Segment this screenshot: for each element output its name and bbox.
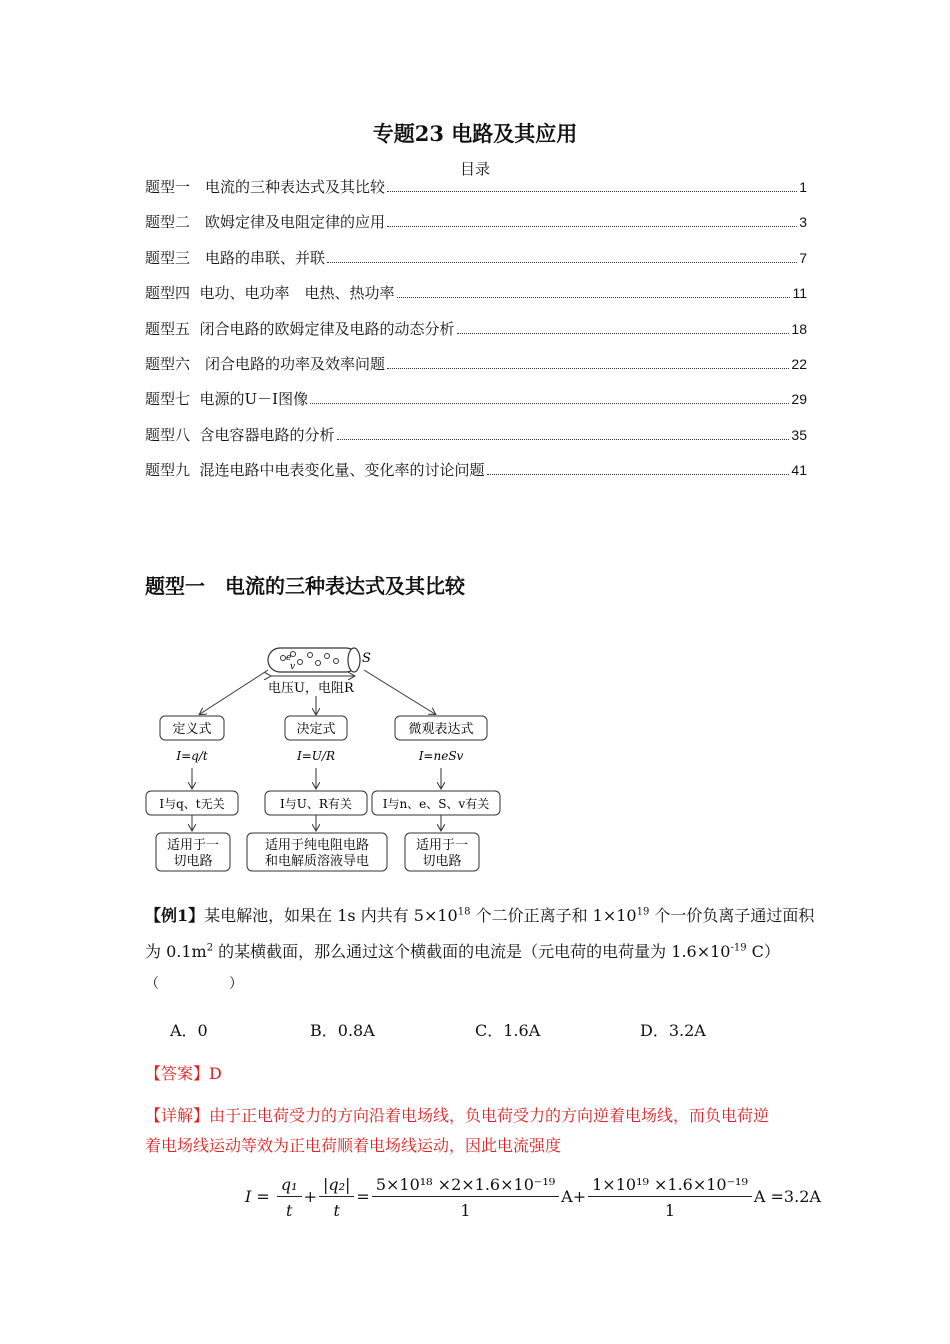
svg-text:e: e (286, 653, 292, 663)
example-line1 (145, 906, 814, 925)
toc-leader (397, 296, 791, 298)
fraction-q2 (319, 1175, 354, 1220)
choice-a[interactable]: A．0 (170, 1021, 208, 1040)
answer-line (145, 1064, 222, 1083)
formula-lhs: I = (245, 1187, 270, 1206)
example-text: 个一价负离子通过面积 (649, 906, 815, 925)
table-of-contents (145, 176, 807, 495)
fraction-q1 (277, 1175, 302, 1220)
toc-entry-page: 22 (791, 355, 807, 372)
fraction-numerator: |q₂| (319, 1175, 354, 1197)
example-text: 某电解池，如果在 1s 内共有 5×10 (204, 906, 458, 925)
applicability-microscopic-line1: 适用于一 (415, 838, 469, 853)
exponent: -19 (730, 942, 747, 954)
toc-entry[interactable] (145, 424, 807, 459)
example-text: 为 0.1m (145, 942, 207, 961)
toc-entry-label: 题型七 电源的U－I图像 (145, 390, 309, 409)
exponent: 19 (636, 906, 650, 918)
toc-entry[interactable] (145, 282, 807, 317)
explanation-label: 【详解】 (145, 1106, 210, 1125)
toc-entry-page: 18 (791, 320, 807, 337)
formula-definition: I=q/t (176, 749, 208, 763)
toc-entry[interactable] (145, 247, 807, 282)
toc-entry-page: 29 (791, 391, 807, 408)
toc-entry[interactable] (145, 459, 807, 494)
toc-leader (387, 190, 797, 192)
current-formula (245, 1175, 821, 1220)
explanation-line1 (145, 1106, 769, 1125)
svg-text:v: v (290, 662, 296, 672)
toc-leader (387, 367, 789, 369)
fraction-denominator: 1 (460, 1201, 471, 1220)
toc-entry[interactable] (145, 318, 807, 353)
choice-d[interactable]: D．3.2A (640, 1021, 706, 1040)
toc-entry-label: 题型三 电路的串联、并联 (145, 248, 326, 267)
formula-microscopic: I=neSv (418, 749, 464, 763)
applicability-determining-line1: 适用于纯电阻电路 (264, 838, 370, 853)
fraction-denominator: t (286, 1201, 293, 1220)
relation-definition: I与q、t无关 (159, 797, 225, 811)
toc-entry-page: 11 (792, 285, 807, 302)
toc-leader (310, 402, 789, 404)
toc-leader (337, 438, 790, 440)
toc-entry[interactable] (145, 211, 807, 246)
box-determining: 决定式 (296, 722, 336, 737)
toc-entry[interactable] (145, 388, 807, 423)
example-line2 (145, 942, 780, 961)
toc-leader (327, 261, 797, 263)
applicability-microscopic-line2: 切电路 (422, 854, 462, 869)
toc-entry-label: 题型八 含电容器电路的分析 (145, 425, 335, 444)
fraction-negative (588, 1175, 752, 1220)
explanation-line2: 着电场线运动等效为正电荷顺着电场线运动，因此电流强度 (145, 1136, 562, 1155)
wire-label: 电压U，电阻R (268, 681, 354, 696)
toc-heading: 目录 (459, 160, 490, 178)
toc-entry-label: 题型五 闭合电路的欧姆定律及电路的动态分析 (145, 319, 455, 338)
plus-sign: + (303, 1187, 317, 1206)
toc-entry-label: 题型二 欧姆定律及电阻定律的应用 (145, 213, 386, 232)
example-text: 的某横截面，那么通过这个横截面的电流是（元电荷的电荷量为 1.6×10 (213, 942, 731, 961)
answer-blank: （ ） (145, 976, 243, 992)
applicability-definition-line2: 切电路 (173, 854, 213, 869)
explanation-text: 由于正电荷受力的方向沿着电场线，负电荷受力的方向逆着电场线，而负电荷逆 (209, 1106, 770, 1125)
page-title: 专题23 电路及其应用 (372, 121, 578, 146)
relation-determining: I与U、R有关 (280, 797, 352, 811)
toc-entry-page: 7 (799, 249, 807, 266)
applicability-determining-line2: 和电解质溶液导电 (264, 854, 370, 869)
formula-determining: I=U/R (297, 749, 335, 763)
toc-leader (457, 332, 790, 334)
toc-entry-page: 41 (791, 462, 807, 479)
exponent: 18 (457, 906, 471, 918)
toc-leader (387, 225, 797, 227)
fraction-denominator: 1 (664, 1201, 676, 1220)
relation-microscopic: I与n、e、S、v有关 (382, 797, 490, 811)
toc-entry-label: 题型九 混连电路中电表变化量、变化率的讨论问题 (145, 461, 485, 480)
cross-section-label: S (362, 651, 371, 666)
toc-entry-page: 35 (791, 426, 807, 443)
unit-plus: A+ (561, 1187, 587, 1206)
box-microscopic: 微观表达式 (408, 722, 474, 737)
choice-c[interactable]: C．1.6A (475, 1021, 541, 1040)
example-tag: 【例1】 (145, 906, 205, 925)
answer-value: D (209, 1064, 222, 1083)
applicability-definition-line1: 适用于一 (166, 838, 220, 853)
toc-leader (487, 473, 790, 475)
example-text: 个二价正离子和 1×10 (470, 906, 637, 925)
conductor-cylinder-icon (268, 648, 360, 672)
section-title: 题型一 电流的三种表达式及其比较 (145, 574, 465, 598)
answer-label: 【答案】 (145, 1064, 210, 1083)
fraction-numerator: q₁ (277, 1175, 302, 1197)
fraction-numerator: 1×10¹⁹ ×1.6×10⁻¹⁹ (588, 1175, 752, 1197)
toc-entry-page: 3 (799, 214, 807, 231)
toc-entry[interactable] (145, 353, 807, 388)
formula-result: A =3.2A (753, 1187, 821, 1206)
toc-entry-page: 1 (799, 179, 807, 195)
example-text: C） (746, 942, 780, 961)
fraction-denominator: t (333, 1201, 340, 1220)
toc-entry-label: 题型六 闭合电路的功率及效率问题 (145, 354, 386, 373)
choice-b[interactable]: B．0.8A (310, 1021, 375, 1040)
toc-entry-label: 题型一 电流的三种表达式及其比较 (145, 178, 386, 196)
fraction-numerator: 5×10¹⁸ ×2×1.6×10⁻¹⁹ (372, 1175, 559, 1197)
current-expressions-diagram (140, 640, 520, 880)
fraction-positive (372, 1175, 559, 1220)
toc-entry-label: 题型四 电功、电功率 电热、热功率 (145, 284, 395, 303)
toc-entry[interactable] (145, 176, 807, 211)
box-definition: 定义式 (172, 722, 212, 737)
equals-sign: = (356, 1187, 370, 1206)
exponent: 2 (206, 942, 214, 954)
